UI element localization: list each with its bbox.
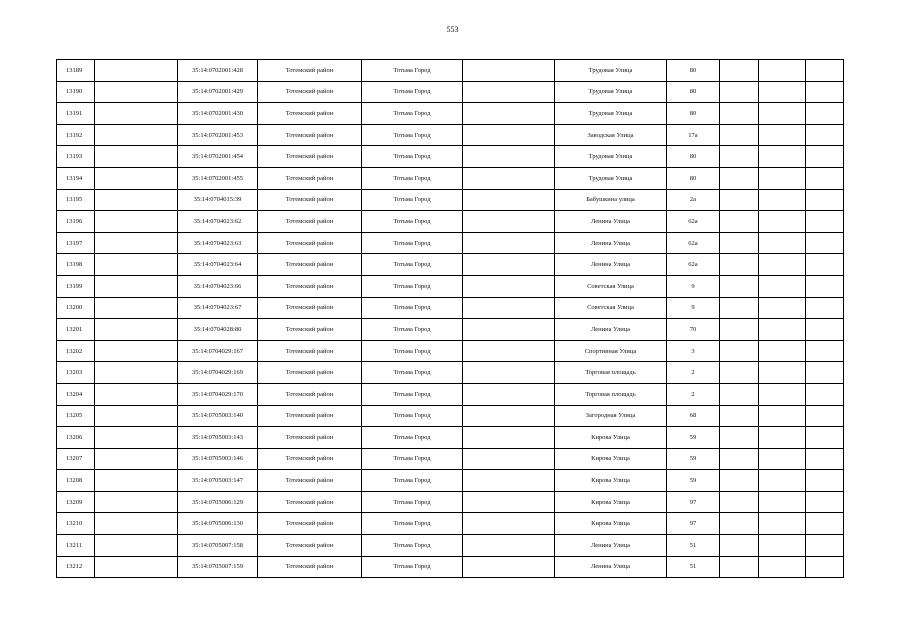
empty-cell xyxy=(806,491,844,513)
empty-cell xyxy=(720,189,759,211)
locality-cell: Тотьма Город xyxy=(362,275,463,297)
table-row xyxy=(57,189,844,211)
empty-cell xyxy=(806,275,844,297)
empty-cell xyxy=(463,491,555,513)
cadastral-number-cell: 35:14:0704029:167 xyxy=(178,340,258,362)
empty-cell xyxy=(759,254,806,276)
empty-cell xyxy=(806,297,844,319)
house-number-cell: 2 xyxy=(667,362,720,384)
empty-cell xyxy=(95,167,178,189)
empty-cell xyxy=(463,167,555,189)
house-number-cell: 80 xyxy=(667,167,720,189)
district-cell: Тотемский район xyxy=(258,535,362,557)
row-number-cell: 13204 xyxy=(57,383,95,405)
empty-cell xyxy=(806,340,844,362)
district-cell: Тотемский район xyxy=(258,275,362,297)
district-cell: Тотемский район xyxy=(258,146,362,168)
empty-cell xyxy=(95,124,178,146)
empty-cell xyxy=(95,189,178,211)
empty-cell xyxy=(95,60,178,82)
cadastral-number-cell: 35:14:0702001:428 xyxy=(178,60,258,82)
table-row xyxy=(57,405,844,427)
empty-cell xyxy=(95,513,178,535)
empty-cell xyxy=(806,427,844,449)
locality-cell: Тотьма Город xyxy=(362,103,463,125)
street-cell: Трудовая Улица xyxy=(555,103,667,125)
empty-cell xyxy=(806,319,844,341)
table-row xyxy=(57,297,844,319)
empty-cell xyxy=(759,513,806,535)
street-cell: Заводская Улица xyxy=(555,124,667,146)
locality-cell: Тотьма Город xyxy=(362,491,463,513)
empty-cell xyxy=(720,232,759,254)
cadastral-number-cell: 35:14:0704023:67 xyxy=(178,297,258,319)
empty-cell xyxy=(720,319,759,341)
street-cell: Трудовая Улица xyxy=(555,60,667,82)
empty-cell xyxy=(95,146,178,168)
street-cell: Загородная Улица xyxy=(555,405,667,427)
empty-cell xyxy=(95,211,178,233)
street-cell: Трудовая Улица xyxy=(555,167,667,189)
table-row xyxy=(57,275,844,297)
empty-cell xyxy=(759,81,806,103)
cadastral-number-cell: 35:14:0702001:429 xyxy=(178,81,258,103)
empty-cell xyxy=(759,275,806,297)
district-cell: Тотемский район xyxy=(258,232,362,254)
empty-cell xyxy=(759,232,806,254)
cadastral-number-cell: 35:14:0704023:63 xyxy=(178,232,258,254)
locality-cell: Тотьма Город xyxy=(362,60,463,82)
empty-cell xyxy=(720,60,759,82)
table-row xyxy=(57,319,844,341)
empty-cell xyxy=(720,448,759,470)
cadastral-number-cell: 35:14:0705003:147 xyxy=(178,470,258,492)
cadastral-number-cell: 35:14:0704029:169 xyxy=(178,362,258,384)
empty-cell xyxy=(720,275,759,297)
house-number-cell: 80 xyxy=(667,146,720,168)
district-cell: Тотемский район xyxy=(258,297,362,319)
locality-cell: Тотьма Город xyxy=(362,167,463,189)
house-number-cell: 80 xyxy=(667,81,720,103)
district-cell: Тотемский район xyxy=(258,470,362,492)
locality-cell: Тотьма Город xyxy=(362,297,463,319)
empty-cell xyxy=(806,167,844,189)
row-number-cell: 13197 xyxy=(57,232,95,254)
house-number-cell: 80 xyxy=(667,103,720,125)
empty-cell xyxy=(759,60,806,82)
empty-cell xyxy=(95,448,178,470)
empty-cell xyxy=(806,146,844,168)
row-number-cell: 13202 xyxy=(57,340,95,362)
empty-cell xyxy=(806,81,844,103)
empty-cell xyxy=(720,383,759,405)
house-number-cell: 62а xyxy=(667,254,720,276)
empty-cell xyxy=(759,535,806,557)
table-row xyxy=(57,535,844,557)
street-cell: Торговая площадь xyxy=(555,362,667,384)
locality-cell: Тотьма Город xyxy=(362,146,463,168)
cadastral-number-cell: 35:14:0704015:39 xyxy=(178,189,258,211)
locality-cell: Тотьма Город xyxy=(362,319,463,341)
table-row xyxy=(57,448,844,470)
empty-cell xyxy=(95,103,178,125)
empty-cell xyxy=(95,383,178,405)
registry-table xyxy=(56,59,844,578)
empty-cell xyxy=(463,124,555,146)
street-cell: Советская Улица xyxy=(555,297,667,319)
house-number-cell: 62а xyxy=(667,232,720,254)
table-row xyxy=(57,383,844,405)
empty-cell xyxy=(806,189,844,211)
locality-cell: Тотьма Город xyxy=(362,427,463,449)
cadastral-number-cell: 35:14:0704023:62 xyxy=(178,211,258,233)
district-cell: Тотемский район xyxy=(258,513,362,535)
empty-cell xyxy=(463,189,555,211)
empty-cell xyxy=(720,340,759,362)
cadastral-number-cell: 35:14:0705003:143 xyxy=(178,427,258,449)
row-number-cell: 13194 xyxy=(57,167,95,189)
row-number-cell: 13203 xyxy=(57,362,95,384)
empty-cell xyxy=(806,254,844,276)
row-number-cell: 13200 xyxy=(57,297,95,319)
empty-cell xyxy=(720,405,759,427)
empty-cell xyxy=(806,60,844,82)
street-cell: Ленина Улица xyxy=(555,319,667,341)
row-number-cell: 13189 xyxy=(57,60,95,82)
cadastral-number-cell: 35:14:0702001:430 xyxy=(178,103,258,125)
district-cell: Тотемский район xyxy=(258,427,362,449)
empty-cell xyxy=(759,427,806,449)
house-number-cell: 2а xyxy=(667,189,720,211)
cadastral-number-cell: 35:14:0705003:146 xyxy=(178,448,258,470)
empty-cell xyxy=(720,513,759,535)
empty-cell xyxy=(95,275,178,297)
empty-cell xyxy=(759,448,806,470)
empty-cell xyxy=(806,124,844,146)
cadastral-number-cell: 35:14:0704023:64 xyxy=(178,254,258,276)
empty-cell xyxy=(463,146,555,168)
empty-cell xyxy=(463,81,555,103)
street-cell: Кирова Улица xyxy=(555,513,667,535)
empty-cell xyxy=(806,362,844,384)
row-number-cell: 13191 xyxy=(57,103,95,125)
empty-cell xyxy=(759,146,806,168)
empty-cell xyxy=(720,470,759,492)
house-number-cell: 62а xyxy=(667,211,720,233)
empty-cell xyxy=(806,383,844,405)
empty-cell xyxy=(463,319,555,341)
table-row xyxy=(57,60,844,82)
row-number-cell: 13211 xyxy=(57,535,95,557)
district-cell: Тотемский район xyxy=(258,405,362,427)
district-cell: Тотемский район xyxy=(258,103,362,125)
empty-cell xyxy=(759,383,806,405)
empty-cell xyxy=(759,103,806,125)
house-number-cell: 51 xyxy=(667,535,720,557)
empty-cell xyxy=(720,146,759,168)
locality-cell: Тотьма Город xyxy=(362,362,463,384)
house-number-cell: 3 xyxy=(667,340,720,362)
empty-cell xyxy=(806,513,844,535)
house-number-cell: 51 xyxy=(667,556,720,578)
district-cell: Тотемский район xyxy=(258,81,362,103)
table-row xyxy=(57,124,844,146)
registry-table-body xyxy=(57,60,844,578)
empty-cell xyxy=(95,340,178,362)
table-row xyxy=(57,232,844,254)
empty-cell xyxy=(720,167,759,189)
empty-cell xyxy=(95,319,178,341)
row-number-cell: 13205 xyxy=(57,405,95,427)
street-cell: Кирова Улица xyxy=(555,448,667,470)
empty-cell xyxy=(463,535,555,557)
cadastral-number-cell: 35:14:0702001:454 xyxy=(178,146,258,168)
row-number-cell: 13199 xyxy=(57,275,95,297)
row-number-cell: 13206 xyxy=(57,427,95,449)
table-row xyxy=(57,513,844,535)
empty-cell xyxy=(95,254,178,276)
cadastral-number-cell: 35:14:0702001:453 xyxy=(178,124,258,146)
district-cell: Тотемский район xyxy=(258,383,362,405)
street-cell: Кирова Улица xyxy=(555,491,667,513)
table-row xyxy=(57,470,844,492)
street-cell: Ленина Улица xyxy=(555,211,667,233)
locality-cell: Тотьма Город xyxy=(362,535,463,557)
house-number-cell: 17а xyxy=(667,124,720,146)
empty-cell xyxy=(759,362,806,384)
empty-cell xyxy=(463,254,555,276)
empty-cell xyxy=(95,297,178,319)
empty-cell xyxy=(95,491,178,513)
empty-cell xyxy=(463,448,555,470)
empty-cell xyxy=(806,470,844,492)
page-number: 553 xyxy=(446,25,459,34)
row-number-cell: 13192 xyxy=(57,124,95,146)
empty-cell xyxy=(463,211,555,233)
empty-cell xyxy=(806,405,844,427)
row-number-cell: 13212 xyxy=(57,556,95,578)
empty-cell xyxy=(463,340,555,362)
street-cell: Кирова Улица xyxy=(555,470,667,492)
cadastral-number-cell: 35:14:0704029:170 xyxy=(178,383,258,405)
district-cell: Тотемский район xyxy=(258,556,362,578)
house-number-cell: 97 xyxy=(667,513,720,535)
empty-cell xyxy=(720,491,759,513)
table-row xyxy=(57,81,844,103)
locality-cell: Тотьма Город xyxy=(362,81,463,103)
house-number-cell: 80 xyxy=(667,60,720,82)
empty-cell xyxy=(463,427,555,449)
locality-cell: Тотьма Город xyxy=(362,124,463,146)
empty-cell xyxy=(463,362,555,384)
district-cell: Тотемский район xyxy=(258,448,362,470)
row-number-cell: 13208 xyxy=(57,470,95,492)
cadastral-number-cell: 35:14:0705007:158 xyxy=(178,535,258,557)
empty-cell xyxy=(463,103,555,125)
street-cell: Трудовая Улица xyxy=(555,146,667,168)
row-number-cell: 13190 xyxy=(57,81,95,103)
house-number-cell: 2 xyxy=(667,383,720,405)
row-number-cell: 13207 xyxy=(57,448,95,470)
house-number-cell: 59 xyxy=(667,427,720,449)
house-number-cell: 68 xyxy=(667,405,720,427)
district-cell: Тотемский район xyxy=(258,319,362,341)
street-cell: Ленина Улица xyxy=(555,254,667,276)
empty-cell xyxy=(720,297,759,319)
empty-cell xyxy=(720,103,759,125)
locality-cell: Тотьма Город xyxy=(362,211,463,233)
district-cell: Тотемский район xyxy=(258,211,362,233)
locality-cell: Тотьма Город xyxy=(362,513,463,535)
house-number-cell: 9 xyxy=(667,275,720,297)
district-cell: Тотемский район xyxy=(258,189,362,211)
empty-cell xyxy=(720,124,759,146)
empty-cell xyxy=(720,535,759,557)
street-cell: Бабушкина улица xyxy=(555,189,667,211)
empty-cell xyxy=(759,405,806,427)
empty-cell xyxy=(806,448,844,470)
row-number-cell: 13193 xyxy=(57,146,95,168)
row-number-cell: 13209 xyxy=(57,491,95,513)
empty-cell xyxy=(806,556,844,578)
table-row xyxy=(57,427,844,449)
empty-cell xyxy=(463,60,555,82)
empty-cell xyxy=(463,275,555,297)
cadastral-number-cell: 35:14:0705003:140 xyxy=(178,405,258,427)
empty-cell xyxy=(759,211,806,233)
cadastral-number-cell: 35:14:0702001:455 xyxy=(178,167,258,189)
locality-cell: Тотьма Город xyxy=(362,189,463,211)
locality-cell: Тотьма Город xyxy=(362,340,463,362)
locality-cell: Тотьма Город xyxy=(362,383,463,405)
empty-cell xyxy=(463,470,555,492)
house-number-cell: 70 xyxy=(667,319,720,341)
empty-cell xyxy=(95,232,178,254)
house-number-cell: 59 xyxy=(667,470,720,492)
empty-cell xyxy=(720,211,759,233)
row-number-cell: 13210 xyxy=(57,513,95,535)
street-cell: Кирова Улица xyxy=(555,427,667,449)
street-cell: Ленина Улица xyxy=(555,232,667,254)
street-cell: Советская Улица xyxy=(555,275,667,297)
empty-cell xyxy=(463,297,555,319)
house-number-cell: 97 xyxy=(667,491,720,513)
street-cell: Трудовая Улица xyxy=(555,81,667,103)
empty-cell xyxy=(463,232,555,254)
empty-cell xyxy=(720,362,759,384)
house-number-cell: 59 xyxy=(667,448,720,470)
empty-cell xyxy=(759,556,806,578)
table-row xyxy=(57,556,844,578)
district-cell: Тотемский район xyxy=(258,60,362,82)
empty-cell xyxy=(759,167,806,189)
district-cell: Тотемский район xyxy=(258,340,362,362)
locality-cell: Тотьма Город xyxy=(362,405,463,427)
empty-cell xyxy=(463,405,555,427)
empty-cell xyxy=(720,556,759,578)
cadastral-number-cell: 35:14:0705007:159 xyxy=(178,556,258,578)
street-cell: Торговая площадь xyxy=(555,383,667,405)
cadastral-number-cell: 35:14:0705006:130 xyxy=(178,513,258,535)
cadastral-number-cell: 35:14:0705006:129 xyxy=(178,491,258,513)
empty-cell xyxy=(95,427,178,449)
empty-cell xyxy=(759,470,806,492)
district-cell: Тотемский район xyxy=(258,362,362,384)
table-row xyxy=(57,146,844,168)
empty-cell xyxy=(759,297,806,319)
empty-cell xyxy=(806,103,844,125)
district-cell: Тотемский район xyxy=(258,124,362,146)
empty-cell xyxy=(95,470,178,492)
district-cell: Тотемский район xyxy=(258,254,362,276)
empty-cell xyxy=(463,383,555,405)
row-number-cell: 13195 xyxy=(57,189,95,211)
empty-cell xyxy=(759,491,806,513)
empty-cell xyxy=(759,319,806,341)
empty-cell xyxy=(720,81,759,103)
empty-cell xyxy=(806,232,844,254)
locality-cell: Тотьма Город xyxy=(362,556,463,578)
district-cell: Тотемский район xyxy=(258,491,362,513)
empty-cell xyxy=(720,427,759,449)
empty-cell xyxy=(95,81,178,103)
empty-cell xyxy=(759,189,806,211)
table-row xyxy=(57,211,844,233)
district-cell: Тотемский район xyxy=(258,167,362,189)
cadastral-number-cell: 35:14:0704023:66 xyxy=(178,275,258,297)
empty-cell xyxy=(95,535,178,557)
row-number-cell: 13201 xyxy=(57,319,95,341)
street-cell: Спортивная Улица xyxy=(555,340,667,362)
row-number-cell: 13196 xyxy=(57,211,95,233)
table-row xyxy=(57,167,844,189)
empty-cell xyxy=(95,556,178,578)
locality-cell: Тотьма Город xyxy=(362,470,463,492)
empty-cell xyxy=(95,405,178,427)
empty-cell xyxy=(806,211,844,233)
table-row xyxy=(57,254,844,276)
empty-cell xyxy=(759,340,806,362)
table-row xyxy=(57,491,844,513)
empty-cell xyxy=(759,124,806,146)
empty-cell xyxy=(720,254,759,276)
empty-cell xyxy=(806,535,844,557)
locality-cell: Тотьма Город xyxy=(362,448,463,470)
cadastral-number-cell: 35:14:0704028:80 xyxy=(178,319,258,341)
locality-cell: Тотьма Город xyxy=(362,232,463,254)
street-cell: Ленина Улица xyxy=(555,556,667,578)
table-row xyxy=(57,362,844,384)
house-number-cell: 9 xyxy=(667,297,720,319)
row-number-cell: 13198 xyxy=(57,254,95,276)
empty-cell xyxy=(95,362,178,384)
table-row xyxy=(57,103,844,125)
empty-cell xyxy=(463,513,555,535)
table-row xyxy=(57,340,844,362)
street-cell: Ленина Улица xyxy=(555,535,667,557)
locality-cell: Тотьма Город xyxy=(362,254,463,276)
empty-cell xyxy=(463,556,555,578)
